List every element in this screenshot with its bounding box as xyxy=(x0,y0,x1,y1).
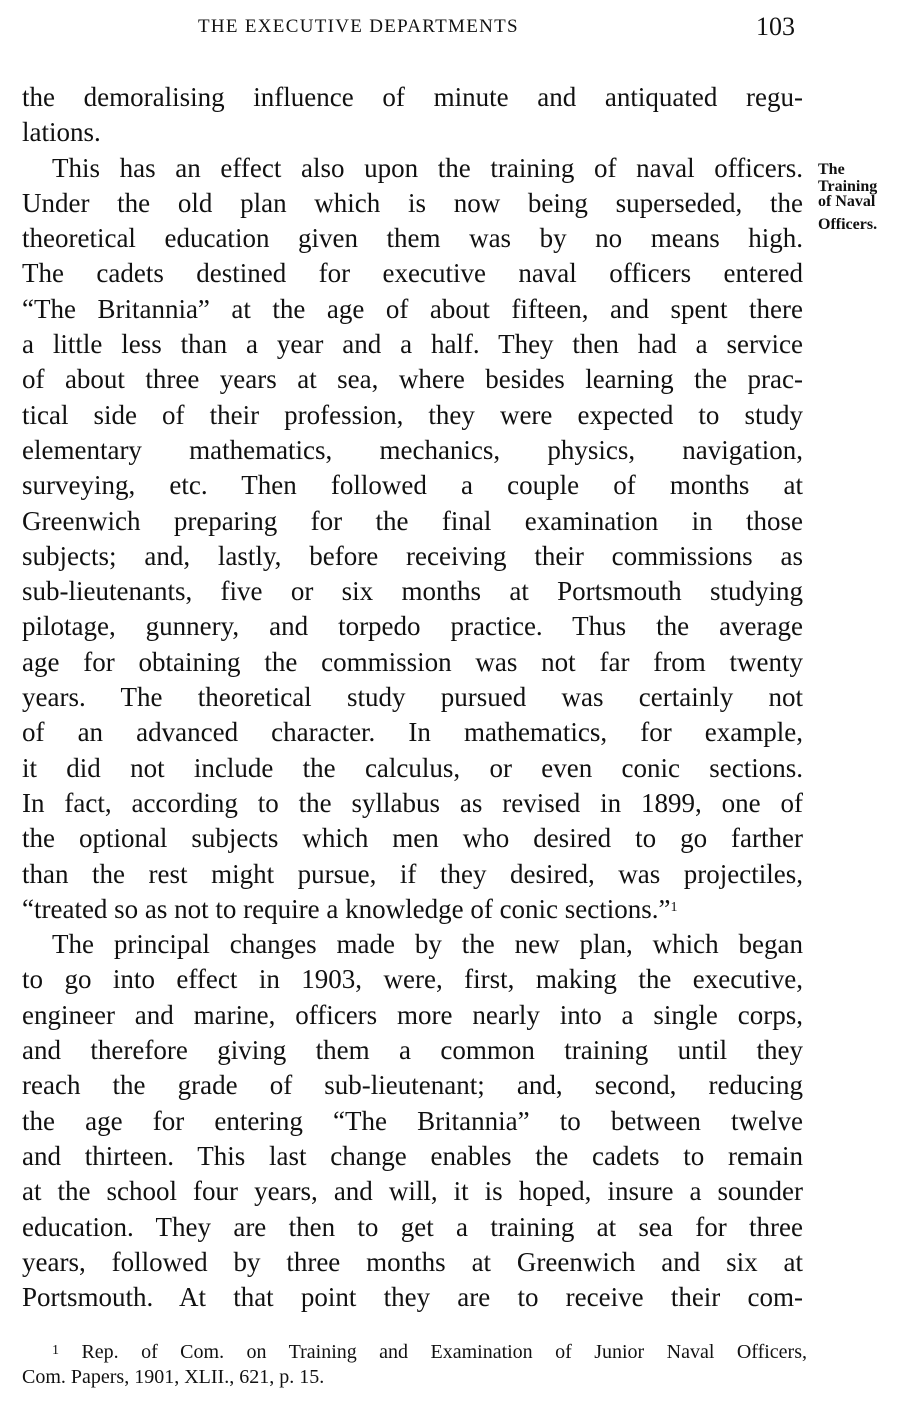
text-line: Portsmouth. At that point they are to receive their com- xyxy=(22,1282,803,1313)
text-line: education. They are then to get a training at sea for three xyxy=(22,1211,803,1242)
text-line: Under the old plan which is now being superseded, the xyxy=(22,187,803,218)
text-line: surveying, etc. Then followed a couple of months at xyxy=(22,470,803,501)
footnote-text: Rep. of Com. on Training and Examination of Junior Naval Officers, xyxy=(81,1341,807,1363)
text-line: it did not include the calculus, or even conic sections. xyxy=(22,752,803,783)
text-line: tical side of their profession, they were expected to study xyxy=(22,399,803,430)
text-line: Greenwich preparing for the final examination in those xyxy=(22,505,803,536)
margin-note-line: Officers. xyxy=(818,216,878,233)
text-line: theoretical education given them was by no means high. xyxy=(22,223,803,254)
paragraph-old-plan xyxy=(22,151,803,928)
text-line: years. The theoretical study pursued was certainly not xyxy=(22,682,803,713)
text-line: This has an effect also upon the training of naval officers. xyxy=(52,152,803,183)
text-line: In fact, according to the syllabus as revised in 1899, one of xyxy=(22,787,803,818)
text-line: the demoralising influence of minute and antiquated regu- xyxy=(22,82,803,112)
text-line: the optional subjects which men who desired to go farther xyxy=(22,823,803,854)
text-line: and therefore giving them a common training until they xyxy=(22,1035,803,1066)
footnote-line: Com. Papers, 1901, XLII., 621, p. 15. xyxy=(22,1366,325,1388)
text-line: the age for entering “The Britannia” to between twelve xyxy=(22,1105,803,1136)
main-text xyxy=(22,80,803,1315)
page-header xyxy=(0,12,921,46)
text-line: reach the grade of sub-lieutenant; and, second, reducing xyxy=(22,1070,803,1101)
text-line: pilotage, gunnery, and torpedo practice. Thus the average xyxy=(22,611,803,642)
margin-note-line: The xyxy=(818,161,845,178)
text-line: of an advanced character. In mathematics, for example, xyxy=(22,717,803,748)
text-line: “The Britannia” at the age of about fifteen, and spent there xyxy=(22,293,803,324)
text-line: years, followed by three months at Greenwich and six at xyxy=(22,1246,803,1277)
text-line: The principal changes made by the new plan, which began xyxy=(52,929,803,960)
margin-note-line: Training xyxy=(818,178,878,195)
text-line: at the school four years, and will, it is hoped, insure a sounder xyxy=(22,1176,803,1207)
footnote xyxy=(22,1340,807,1390)
running-title: THE EXECUTIVE DEPARTMENTS xyxy=(198,16,519,37)
text-line: of about three years at sea, where besides learning the prac- xyxy=(22,364,803,395)
text-line: a little less than a year and a half. They then had a service xyxy=(22,329,803,360)
footnote-line xyxy=(22,1340,807,1365)
margin-note xyxy=(818,158,913,236)
text-line: elementary mathematics, mechanics, physics, navigation, xyxy=(22,434,803,465)
text-fragment: “treated so as not to require a knowledge of conic sections.” xyxy=(22,893,671,924)
text-line: engineer and marine, officers more nearly into a single corps, xyxy=(22,999,803,1030)
text-line: age for obtaining the commission was not far from twenty xyxy=(22,646,803,677)
page-number: 103 xyxy=(756,12,795,41)
paragraph-continued xyxy=(22,80,803,151)
text-line: The cadets destined for executive naval officers entered xyxy=(22,258,803,289)
footnote-marker: 1 xyxy=(670,899,678,915)
footnote-marker: 1 xyxy=(52,1343,59,1358)
text-line: lations. xyxy=(22,117,101,148)
text-line-with-footnote xyxy=(22,892,803,927)
text-line: than the rest might pursue, if they desired, was projectiles, xyxy=(22,858,803,889)
text-line: sub-lieutenants, five or six months at Portsmouth studying xyxy=(22,576,803,607)
paragraph-new-plan xyxy=(22,927,803,1315)
text-line: subjects; and, lastly, before receiving their commissions as xyxy=(22,540,803,571)
margin-note-line: of Naval xyxy=(818,193,876,210)
text-line: to go into effect in 1903, were, first, making the executive, xyxy=(22,964,803,995)
text-line: and thirteen. This last change enables the cadets to remain xyxy=(22,1140,803,1171)
